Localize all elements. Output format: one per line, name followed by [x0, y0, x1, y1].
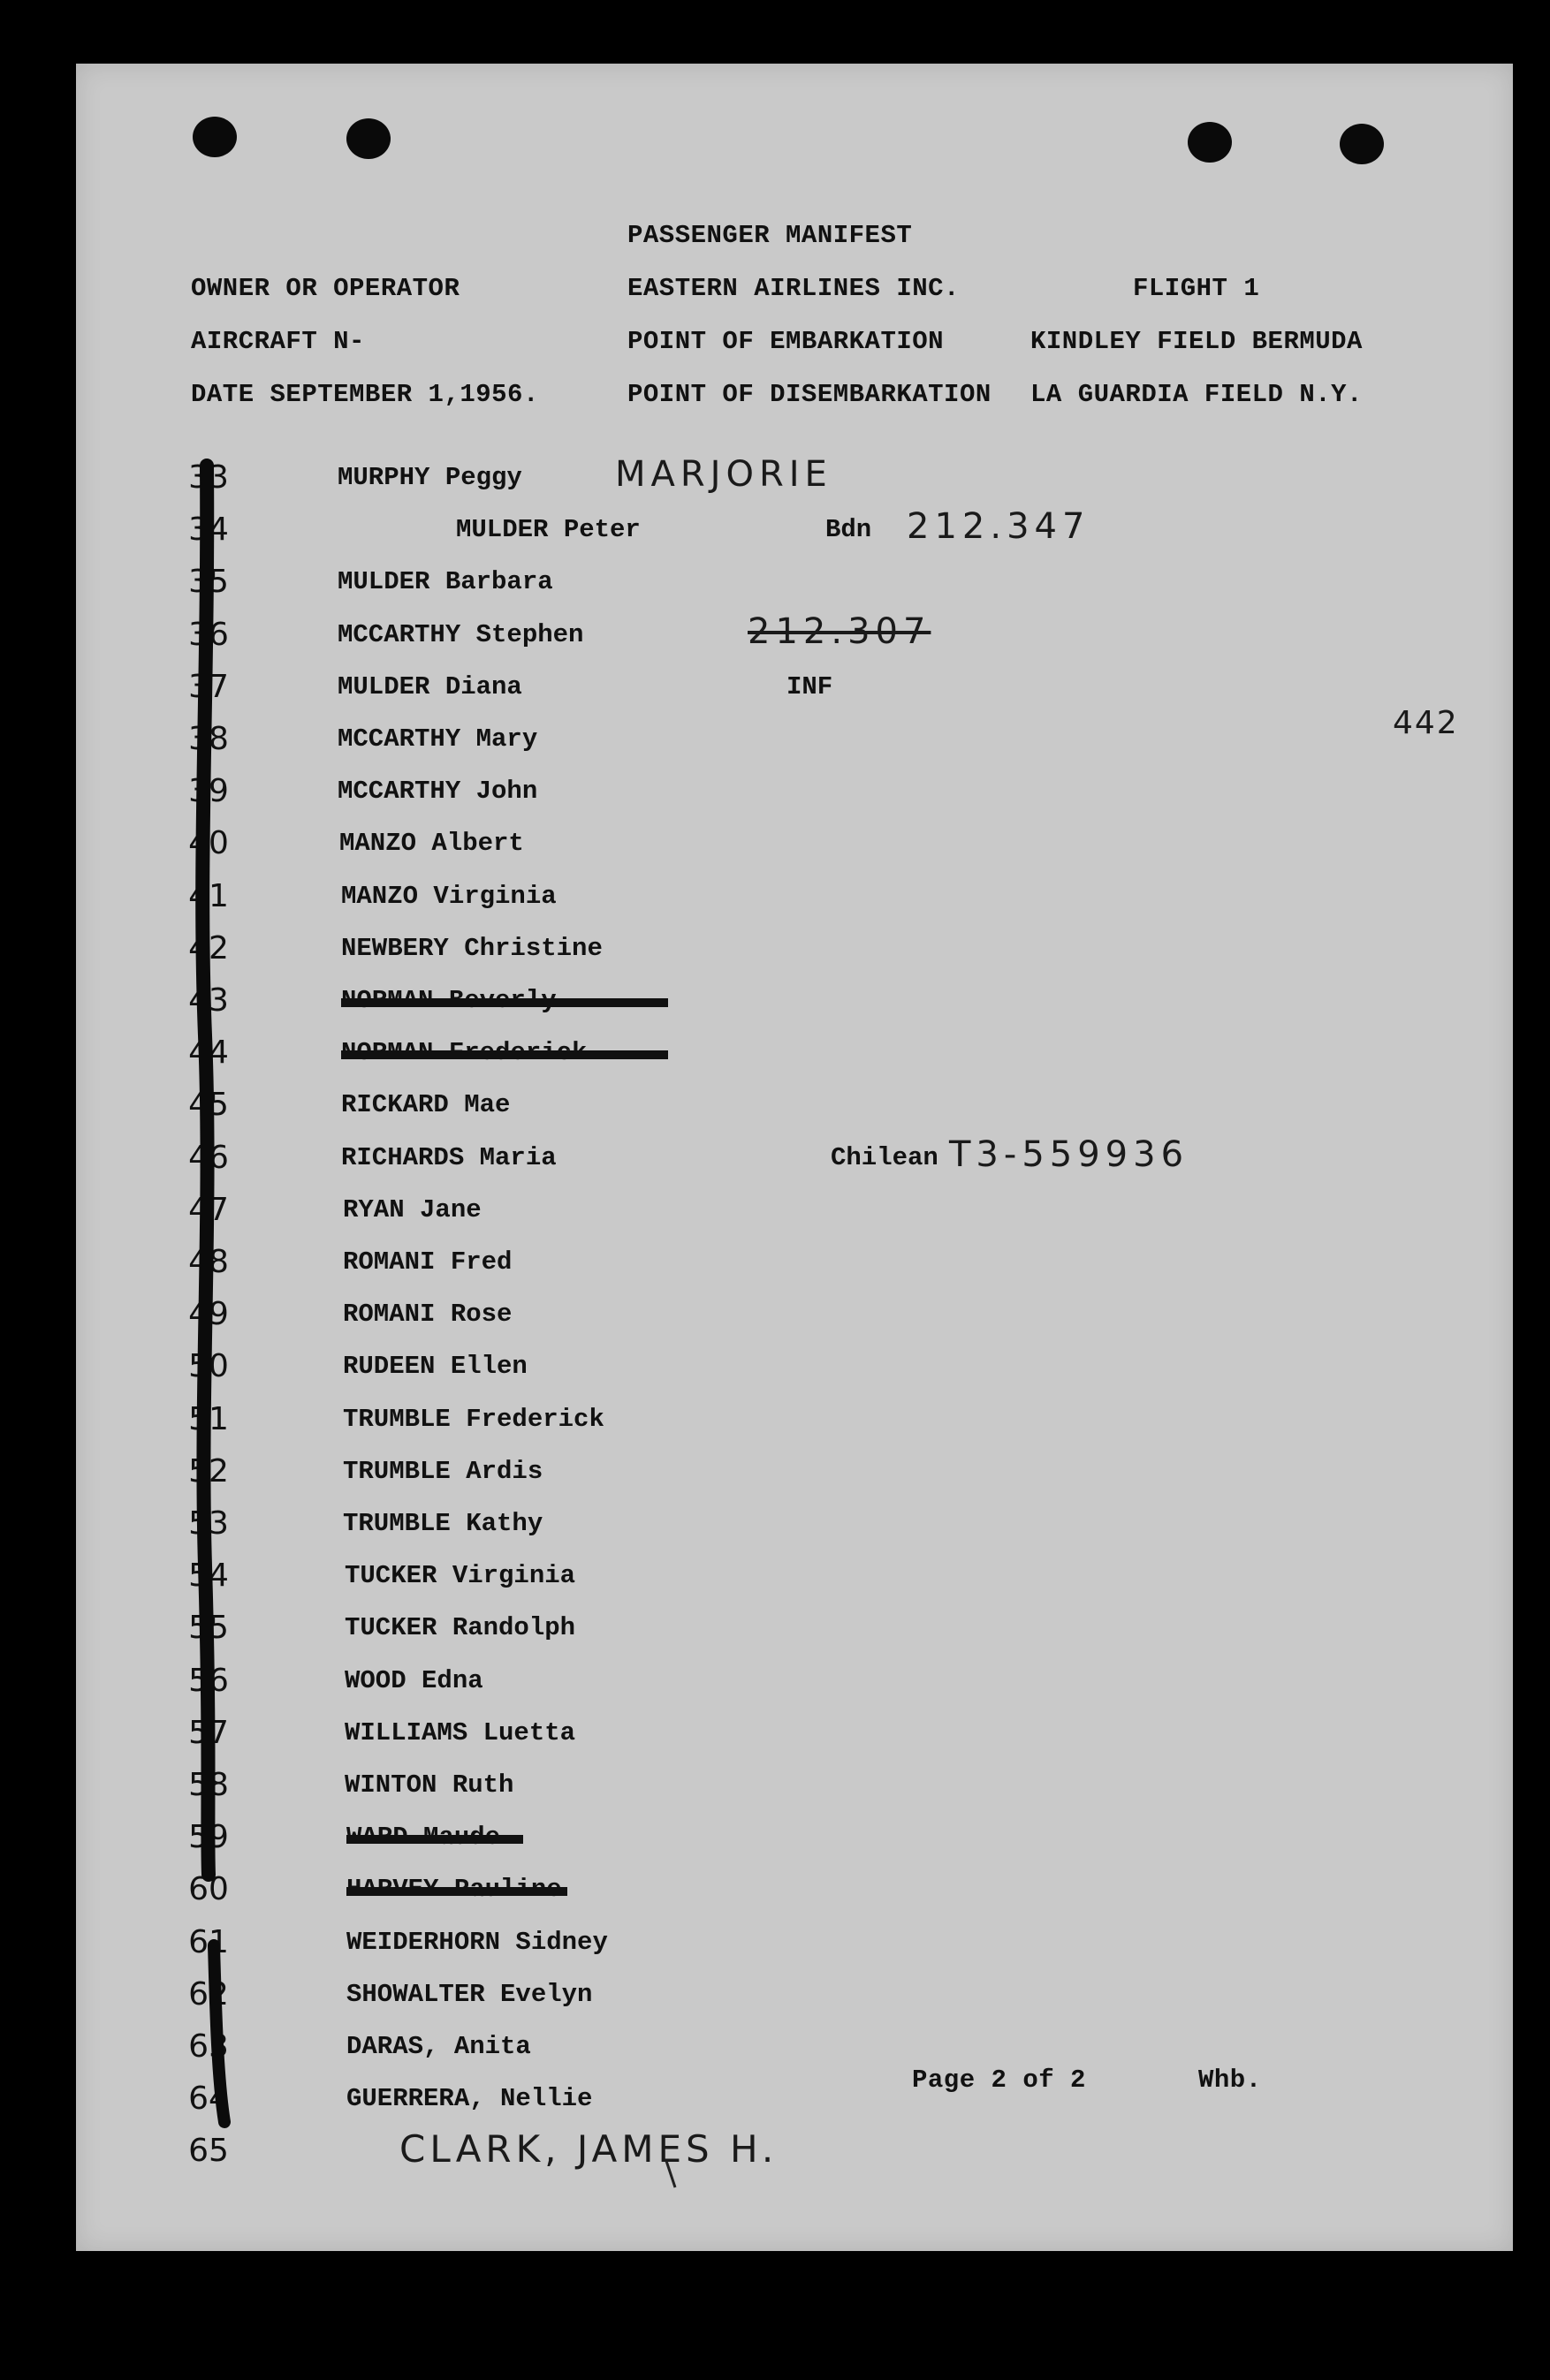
passenger-number: 45 — [188, 1087, 229, 1124]
disembarkation-label: POINT OF DISEMBARKATION — [627, 380, 992, 409]
passenger-number: 38 — [188, 721, 229, 757]
handwritten-annotation: 212.307 — [748, 610, 931, 652]
aircraft-label: AIRCRAFT N- — [191, 327, 365, 356]
disembarkation-place: LA GUARDIA FIELD N.Y. — [1030, 380, 1363, 409]
passenger-number: 48 — [188, 1244, 229, 1280]
passenger-name: RICKARD Mae — [341, 1090, 511, 1120]
owner-operator-label: OWNER OR OPERATOR — [191, 274, 460, 303]
handwritten-annotation: CLARK, JAMES H. — [399, 2127, 779, 2172]
passenger-name: TRUMBLE Ardis — [343, 1456, 543, 1486]
passenger-name: RYAN Jane — [343, 1194, 482, 1224]
passenger-number: 53 — [188, 1505, 229, 1542]
passenger-number: 62 — [188, 1975, 229, 2012]
passenger-number: 59 — [188, 1819, 229, 1856]
passenger-note: Bdn — [825, 515, 872, 545]
passenger-number: 46 — [188, 1139, 229, 1176]
passenger-number: 64 — [188, 2081, 229, 2118]
passenger-name: SHOWALTER Evelyn — [346, 1979, 593, 2009]
passenger-name: MULDER Peter — [456, 515, 641, 545]
passenger-name: MULDER Barbara — [338, 567, 553, 597]
passenger-number: 51 — [188, 1400, 229, 1437]
margin-ink-line — [76, 64, 1513, 2251]
passenger-number: 43 — [188, 982, 229, 1019]
passenger-number: 60 — [188, 1871, 229, 1908]
page-indicator: Page 2 of 2 — [912, 2065, 1086, 2095]
embarkation-label: POINT OF EMBARKATION — [627, 327, 945, 356]
passenger-note: INF — [786, 671, 833, 701]
passenger-name: ROMANI Fred — [343, 1247, 513, 1277]
passenger-number: 63 — [188, 2028, 229, 2065]
passenger-number: 49 — [188, 1296, 229, 1333]
passenger-name: WOOD Edna — [345, 1665, 483, 1695]
passenger-number: 37 — [188, 668, 229, 705]
passenger-number: 52 — [188, 1452, 229, 1489]
passenger-name: WILLIAMS Luetta — [345, 1717, 576, 1747]
passenger-name: DARAS, Anita — [346, 2032, 531, 2061]
passenger-number: 55 — [188, 1610, 229, 1647]
passenger-number: 36 — [188, 616, 229, 653]
passenger-number: 47 — [188, 1191, 229, 1228]
airline-name: EASTERN AIRLINES INC. — [627, 274, 960, 303]
manifest-title: PASSENGER MANIFEST — [627, 221, 913, 250]
handwritten-annotation: 212.347 — [907, 506, 1090, 548]
passenger-name: GUERRERA, Nellie — [346, 2084, 593, 2114]
passenger-number: 65 — [188, 2133, 229, 2170]
passenger-number: 61 — [188, 1923, 229, 1960]
passenger-name: MANZO Albert — [339, 829, 524, 859]
passenger-number: 35 — [188, 564, 229, 601]
embarkation-place: KINDLEY FIELD BERMUDA — [1030, 327, 1363, 356]
manifest-sheet — [76, 64, 1513, 2251]
manifest-date: DATE SEPTEMBER 1,1956. — [191, 380, 539, 409]
passenger-number: 54 — [188, 1558, 229, 1595]
passenger-name: TUCKER Randolph — [345, 1613, 576, 1643]
passenger-name: MCCARTHY Stephen — [338, 619, 584, 649]
passenger-name: WEIDERHORN Sidney — [346, 1927, 608, 1957]
passenger-name: MCCARTHY John — [338, 777, 538, 807]
passenger-number: 40 — [188, 825, 229, 862]
handwritten-annotation: T3-559936 — [949, 1133, 1189, 1175]
passenger-name: TRUMBLE Kathy — [343, 1509, 543, 1538]
passenger-number: 58 — [188, 1767, 229, 1803]
passenger-name: NEWBERY Christine — [341, 933, 603, 963]
signature-initials: Whb. — [1198, 2065, 1262, 2095]
passenger-number: 44 — [188, 1035, 229, 1072]
passenger-number: 34 — [188, 512, 229, 549]
passenger-name: RICHARDS Maria — [341, 1142, 557, 1172]
passenger-name: WINTON Ruth — [345, 1770, 514, 1800]
flight-number: FLIGHT 1 — [1133, 274, 1260, 303]
passenger-name: TUCKER Virginia — [345, 1561, 576, 1591]
passenger-note: Chilean — [831, 1142, 938, 1172]
passenger-number: 39 — [188, 773, 229, 810]
passenger-name: MULDER Diana — [338, 671, 522, 701]
passenger-name: ROMANI Rose — [343, 1300, 513, 1330]
passenger-name: TRUMBLE Frederick — [343, 1404, 604, 1434]
passenger-name: MANZO Virginia — [341, 881, 557, 911]
handwritten-annotation: MARJORIE — [615, 454, 832, 495]
margin-note: 442 — [1393, 705, 1459, 741]
passenger-number: 56 — [188, 1662, 229, 1699]
passenger-number: 50 — [188, 1348, 229, 1385]
passenger-number: 42 — [188, 929, 229, 966]
passenger-name: RUDEEN Ellen — [343, 1352, 528, 1382]
passenger-number: 41 — [188, 877, 229, 914]
passenger-number: 33 — [188, 459, 229, 496]
passenger-name: MURPHY Peggy — [338, 463, 522, 492]
passenger-name: MCCARTHY Mary — [338, 724, 538, 754]
passenger-number: 57 — [188, 1714, 229, 1751]
